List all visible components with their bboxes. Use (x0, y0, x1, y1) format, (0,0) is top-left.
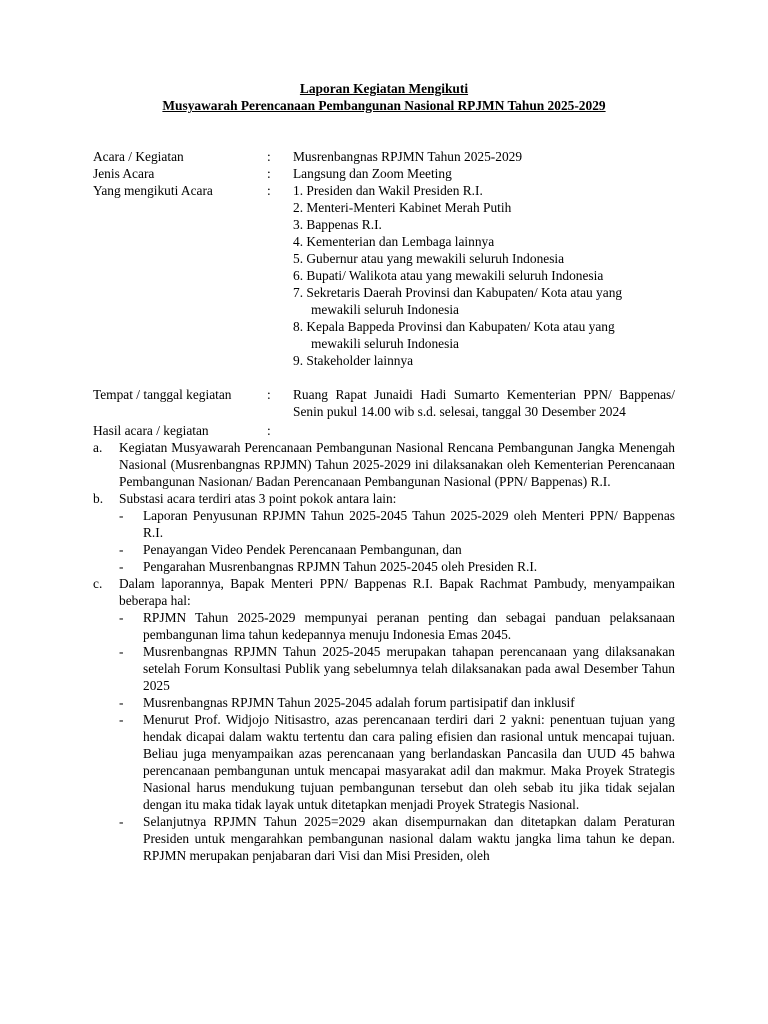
hasil-row (93, 422, 675, 439)
peserta-list (293, 182, 675, 369)
list-item (119, 507, 675, 541)
list-item-text: RPJMN Tahun 2025-2029 mempunyai peranan penting dan sebagai panduan pelaksanaan pembangunan lima tahun kedepannya menuju Indonesia Emas 2045. (143, 610, 675, 642)
meta-table (93, 148, 675, 369)
list-item: 4. Kementerian dan Lembaga lainnya (293, 234, 495, 249)
list-item: 2. Menteri-Menteri Kabinet Merah Putih (293, 200, 512, 215)
list-item-text: Pengarahan Musrenbangnas RPJMN Tahun 2025-2045 oleh Presiden R.I. (143, 559, 538, 574)
colon: : (267, 149, 271, 164)
list-item: mewakili seluruh Indonesia (311, 302, 460, 317)
dash-marker: - (119, 610, 124, 625)
document-page (93, 80, 675, 864)
hasil-label: Hasil acara / kegiatan (93, 423, 209, 438)
list-item (119, 541, 675, 558)
section-a (93, 439, 675, 490)
dash-marker: - (119, 508, 124, 523)
list-item: mewakili seluruh Indonesia (311, 336, 460, 351)
dash-marker: - (119, 644, 124, 659)
colon: : (267, 423, 271, 438)
colon: : (267, 166, 271, 181)
jenis-value: Langsung dan Zoom Meeting (293, 166, 452, 181)
section-text: Dalam laporannya, Bapak Menteri PPN/ Bappenas R.I. Bapak Rachmat Pambudy, menyampaikan beberapa hal: (119, 576, 675, 608)
list-item-text: Selanjutnya RPJMN Tahun 2025=2029 akan disempurnakan dan ditetapkan dalam Peraturan Presiden untuk mengarahkan pembangunan nasional dalam waktu jangka lima tahun ke depan. RPJMN merupakan penjabaran dari Visi dan Misi Presiden, oleh (143, 814, 675, 863)
acara-value: Musrenbangnas RPJMN Tahun 2025-2029 (293, 149, 523, 164)
section-body (119, 575, 675, 864)
list-item-text: Musrenbangnas RPJMN Tahun 2025-2045 merupakan tahapan perencanaan yang dilaksanakan setelah Forum Konsultasi Publik yang sebelumnya telah dilaksanakan pada awal Desember Tahun 2025 (143, 644, 675, 693)
jenis-label: Jenis Acara (93, 166, 155, 181)
section-marker: a. (93, 440, 103, 455)
dash-marker: - (119, 542, 124, 557)
list-item-text: Menurut Prof. Widjojo Nitisastro, azas perencanaan terdiri dari 2 yakni: penentuan tujuan yang hendak dicapai dalam waktu tertentu dan cara paling efisien dan rasional untuk mencapai tujuan. Beliau juga menyampaikan azas perencanaan yang berlandaskan Pancasila dan UUD 45 bahwa perencanaan pembangunan untuk mencapai masyarakat adil dan makmur. Maka Proyek Strategis Nasional harus mendukung tujuan pembangunan tersebut dan oleh sebab itu jika tidak sejalan dengan itu maka tidak layak untuk ditetapkan menjadi Proyek Strategis Nasional. (143, 712, 675, 812)
list-item (119, 558, 675, 575)
dash-marker: - (119, 814, 124, 829)
list-item-text: Musrenbangnas RPJMN Tahun 2025-2045 adalah forum partisipatif dan inklusif (143, 695, 575, 710)
colon: : (267, 183, 271, 198)
acara-label: Acara / Kegiatan (93, 149, 184, 164)
list-item-text: Penayangan Video Pendek Perencanaan Pembangunan, dan (143, 542, 462, 557)
dash-marker: - (119, 559, 124, 574)
section-c (93, 575, 675, 864)
colon: : (267, 387, 271, 402)
report-subtitle: Musyawarah Perencanaan Pembangunan Nasional RPJMN Tahun 2025-2029 (162, 98, 606, 113)
dash-marker: - (119, 712, 124, 727)
list-item (119, 694, 675, 711)
section-text: Substasi acara terdiri atas 3 point pokok antara lain: (119, 491, 397, 506)
tempat-row (93, 386, 675, 420)
section-body (119, 490, 675, 575)
tempat-label: Tempat / tanggal kegiatan (93, 387, 232, 402)
peserta-label: Yang mengikuti Acara (93, 183, 213, 198)
list-item: 8. Kepala Bappeda Provinsi dan Kabupaten/ Kota atau yang (293, 319, 615, 334)
section-text: Kegiatan Musyawarah Perencanaan Pembangunan Nasional Rencana Pembangunan Jangka Menengah Nasional (Musrenbangnas RPJMN) Tahun 2025-2029 ini dilaksanakan oleh Kementerian Perencanaan Pembangunan Nasionan/ Badan Perencanaan Pembangunan Nasional (PPN/ Bappenas) R.I. (119, 440, 675, 489)
list-item: 1. Presiden dan Wakil Presiden R.I. (293, 183, 483, 198)
section-marker: b. (93, 491, 104, 506)
report-title: Laporan Kegiatan Mengikuti (299, 81, 469, 96)
list-item: 9. Stakeholder lainnya (293, 353, 414, 368)
list-item: 3. Bappenas R.I. (293, 217, 382, 232)
list-item (119, 711, 675, 813)
section-marker: c. (93, 576, 103, 591)
section-b (93, 490, 675, 575)
list-item (119, 643, 675, 694)
list-item-text: Laporan Penyusunan RPJMN Tahun 2025-2045 Tahun 2025-2029 oleh Menteri PPN/ Bappenas R.I. (143, 508, 675, 540)
list-item: 6. Bupati/ Walikota atau yang mewakili seluruh Indonesia (293, 268, 604, 283)
tempat-value: Ruang Rapat Junaidi Hadi Sumarto Kementerian PPN/ Bappenas/ Senin pukul 14.00 wib s.d. selesai, tanggal 30 Desember 2024 (293, 387, 675, 419)
list-item: 7. Sekretaris Daerah Provinsi dan Kabupaten/ Kota atau yang (293, 285, 623, 300)
list-item (119, 813, 675, 864)
list-item: 5. Gubernur atau yang mewakili seluruh Indonesia (293, 251, 565, 266)
list-item (119, 609, 675, 643)
dash-marker: - (119, 695, 124, 710)
